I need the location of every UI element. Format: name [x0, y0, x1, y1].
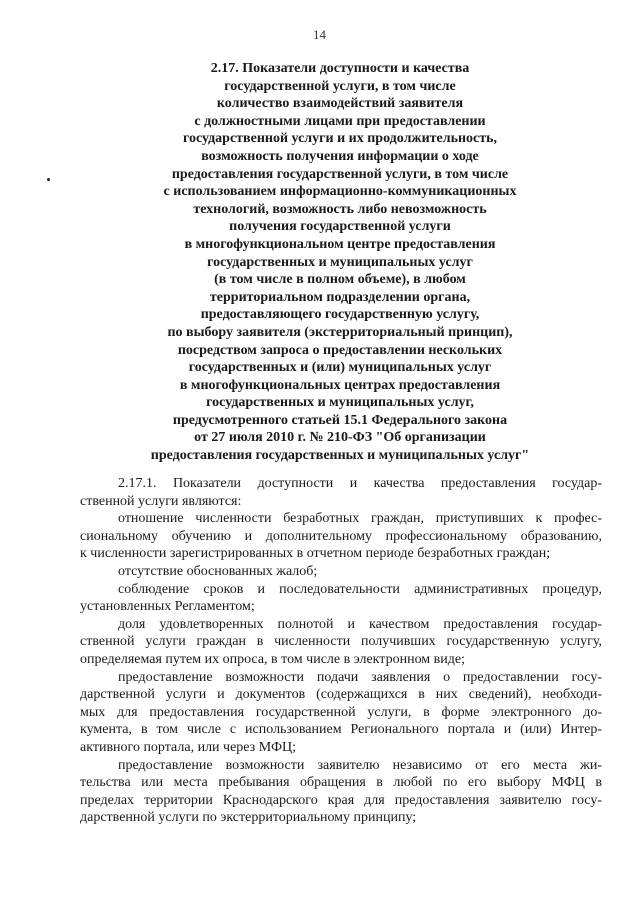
paragraph-line: тельства или места пребывания обращения в любой по его выбору МФЦ в: [80, 775, 602, 791]
heading-line: предоставления государственной услуги, в том числе: [171, 166, 509, 182]
paragraph-line: дарственной услуги и документов (содержащихся в них сведений), необходи-: [80, 687, 602, 703]
paragraph-line: соблюдение сроков и последовательности административных процедур,: [118, 581, 602, 597]
heading-line: с использованием информационно-коммуникационных: [163, 184, 517, 200]
paragraph-line: пределах территории Краснодарского края для предоставления заявителю госу-: [80, 792, 602, 808]
heading-line: возможность получения информации о ходе: [201, 148, 479, 164]
paragraph-line: активного портала, или через МФЦ;: [80, 739, 297, 755]
scan-speck: [47, 178, 50, 181]
paragraph-line: доля удовлетворенных полнотой и качеством предоставления государ-: [118, 616, 602, 632]
paragraph-line: к численности зарегистрированных в отчетном периоде безработных граждан;: [80, 546, 551, 562]
body-text: [80, 475, 602, 827]
heading-line: предоставления государственных и муниципальных услуг": [150, 448, 530, 464]
heading-line: государственных и (или) муниципальных услуг: [188, 360, 492, 376]
heading-line: 2.17. Показатели доступности и качества: [210, 61, 470, 76]
heading-line: государственных и муниципальных услуг,: [206, 395, 474, 411]
paragraph-line: кумента, в том числе с использованием Регионального портала и (или) Интер-: [80, 722, 602, 738]
heading-line: с должностными лицами при предоставлении: [194, 113, 486, 129]
heading-line: предусмотренного статьей 15.1 Федерального закона: [172, 412, 508, 428]
paragraph-line: дарственной услуги по экстерриториальному принципу;: [80, 810, 417, 826]
paragraph-line: сиональному обучению и дополнительному профессиональному образованию,: [80, 528, 602, 544]
paragraph-line: предоставление возможности заявителю независимо от его места жи-: [118, 757, 602, 773]
paragraph-line: отсутствие обоснованных жалоб;: [118, 563, 318, 579]
paragraph-line: установленных Регламентом;: [80, 599, 255, 615]
heading-line: количество взаимодействий заявителя: [216, 96, 464, 112]
paragraph-line: отношение численности безработных граждан, приступивших к профес-: [118, 511, 602, 527]
heading-line: в многофункциональном центре предоставления: [184, 236, 496, 252]
heading-line: государственных и муниципальных услуг: [207, 254, 473, 270]
paragraph-line: 2.17.1. Показатели доступности и качества предоставления государ-: [118, 476, 602, 491]
heading-line: (в том числе в полном объеме), в любом: [214, 272, 466, 288]
heading-line: предоставляющего государственную услугу,: [200, 307, 480, 323]
section-heading: [60, 60, 620, 465]
heading-line: государственной услуги и их продолжительность,: [182, 131, 498, 147]
page-number: 14: [313, 27, 326, 42]
heading-line: в многофункциональных центрах предоставления: [179, 377, 501, 393]
heading-line: технологий, возможность либо невозможность: [193, 201, 487, 217]
paragraph-line: определяемая путем их опроса, в том числе в электронном виде;: [80, 651, 465, 667]
paragraph-line: предоставление возможности подачи заявления о предоставлении госу-: [118, 669, 602, 685]
heading-line: получения государственной услуги: [229, 219, 451, 235]
paragraph-line: ственной услуги являются:: [80, 493, 242, 509]
heading-line: государственной услуги, в том числе: [224, 78, 456, 94]
heading-line: территориальном подразделении органа,: [209, 289, 471, 305]
heading-line: от 27 июля 2010 г. № 210-ФЗ "Об организации: [194, 430, 486, 446]
paragraph-line: мых для предоставления государственной услуги, в форме электронного до-: [80, 704, 602, 720]
heading-line: посредством запроса о предоставлении нескольких: [177, 342, 503, 358]
heading-line: по выбору заявителя (экстерриториальный принцип),: [167, 324, 513, 340]
paragraph-line: ственной услуги граждан в численности получивших государственную услугу,: [80, 634, 602, 650]
